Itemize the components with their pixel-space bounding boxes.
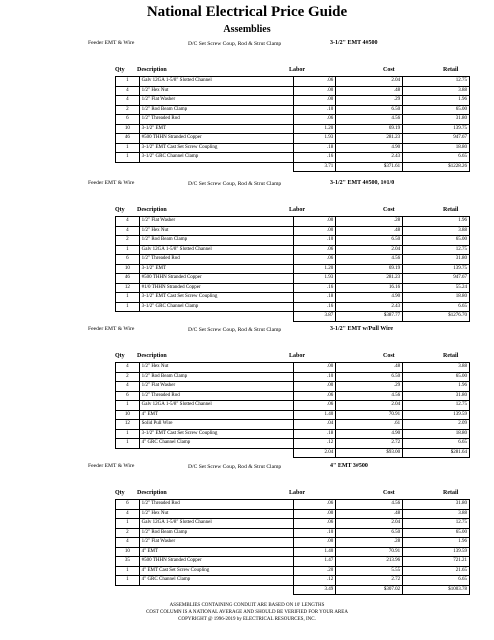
cost-cell: 4.90 (336, 293, 403, 303)
cost-cell: 281.23 (336, 134, 403, 144)
qty-cell: 4 (116, 226, 140, 236)
qty-cell: 1 (116, 566, 140, 576)
assembly-category: Feeder EMT & Wire (88, 326, 135, 332)
column-headers (115, 67, 470, 75)
description-cell: Solid Pull Wire (139, 420, 293, 430)
cost-cell: 2.72 (336, 439, 403, 449)
blank-cell (116, 585, 140, 595)
labor-cell: .00 (294, 96, 336, 106)
table-row (116, 283, 470, 293)
assembly-category: Feeder EMT & Wire (88, 463, 135, 469)
description-cell: 4" GRC Channel Clamp (139, 576, 293, 586)
qty-cell: 1 (116, 302, 140, 312)
table-row (116, 519, 470, 529)
description-cell: Galv 12GA 1-5/8" Slotted Channel (139, 245, 293, 255)
description-cell: 1/2" Hex Nut (139, 363, 293, 373)
qty-cell: 1 (116, 77, 140, 87)
table-row (116, 217, 470, 227)
labor-cell: .10 (294, 236, 336, 246)
col-cost: Cost (383, 353, 395, 359)
labor-cell: .00 (294, 538, 336, 548)
labor-cell: .06 (294, 391, 336, 401)
labor-cell: .06 (294, 255, 336, 265)
qty-cell: 1 (116, 153, 140, 163)
description-cell: 1/2" Hex Nut (139, 86, 293, 96)
description-cell: 4" EMT (139, 547, 293, 557)
col-cost: Cost (383, 207, 395, 213)
qty-cell: 6 (116, 115, 140, 125)
description-cell: 1/2" Rod Beam Clamp (139, 528, 293, 538)
cost-cell: 69.19 (336, 124, 403, 134)
qty-cell: 35 (116, 557, 140, 567)
table-row (116, 86, 470, 96)
col-cost: Cost (383, 67, 395, 73)
qty-cell: 4 (116, 382, 140, 392)
description-cell: 3-1/2" EMT (139, 264, 293, 274)
labor-cell: .10 (294, 372, 336, 382)
qty-cell: 1 (116, 143, 140, 153)
cost-cell: 213.96 (336, 557, 403, 567)
labor-cell: .06 (294, 500, 336, 510)
labor-cell: .10 (294, 528, 336, 538)
retail-cell: 55.24 (403, 283, 470, 293)
col-qty: Qty (115, 353, 125, 359)
description-cell: 3-1/2" GRC Channel Clamp (139, 153, 293, 163)
blank-cell (139, 312, 293, 322)
footer (0, 602, 494, 623)
qty-cell: 4 (116, 96, 140, 106)
total-retail: $1228.26 (403, 162, 470, 172)
cost-cell: .48 (336, 509, 403, 519)
retail-cell: 12.75 (403, 77, 470, 87)
cost-cell: .29 (336, 96, 403, 106)
retail-cell: 31.80 (403, 115, 470, 125)
cost-cell: .28 (336, 538, 403, 548)
table-row (116, 274, 470, 284)
total-row (116, 162, 470, 172)
labor-cell: .00 (294, 509, 336, 519)
table-row (116, 538, 470, 548)
description-cell: 1/2" Hex Nut (139, 226, 293, 236)
assembly-name: 3-1/2" EMT w/Pull Wire (330, 326, 394, 332)
retail-cell: 65.00 (403, 236, 470, 246)
description-cell: Galv 12GA 1-5/8" Slotted Channel (139, 401, 293, 411)
cost-cell: 4.56 (336, 500, 403, 510)
table-row (116, 124, 470, 134)
labor-cell: .20 (294, 566, 336, 576)
assembly-category: Feeder EMT & Wire (88, 40, 135, 46)
qty-cell: 6 (116, 500, 140, 510)
description-cell: 4" EMT (139, 410, 293, 420)
description-cell: 1/2" Threaded Rod (139, 500, 293, 510)
labor-cell: 1.47 (294, 557, 336, 567)
description-cell: 3-1/2" EMT (139, 124, 293, 134)
table-row (116, 547, 470, 557)
assembly-header (88, 326, 468, 352)
labor-cell: .18 (294, 143, 336, 153)
description-cell: Galv 12GA 1-5/8" Slotted Channel (139, 77, 293, 87)
labor-cell: .18 (294, 293, 336, 303)
cost-cell: 281.23 (336, 274, 403, 284)
footer-line: COPYRIGHT @ 1996-2019 by ELECTRICAL RESOURCES, INC. (178, 617, 316, 622)
table-row (116, 293, 470, 303)
table-row (116, 410, 470, 420)
qty-cell: 10 (116, 547, 140, 557)
qty-cell: 4 (116, 363, 140, 373)
labor-cell: 1.93 (294, 134, 336, 144)
retail-cell: 1.96 (403, 538, 470, 548)
cost-cell: .48 (336, 86, 403, 96)
description-cell: 3-1/2" EMT Cast Set Screw Coupling (139, 429, 293, 439)
labor-cell: .16 (294, 283, 336, 293)
labor-cell: .00 (294, 382, 336, 392)
labor-cell: .10 (294, 105, 336, 115)
description-cell: 1/2" Threaded Rod (139, 255, 293, 265)
qty-cell: 1 (116, 576, 140, 586)
retail-cell: 6.65 (403, 439, 470, 449)
retail-cell: 31.80 (403, 391, 470, 401)
table-row (116, 401, 470, 411)
retail-cell: 12.75 (403, 401, 470, 411)
description-cell: 1/2" Hex Nut (139, 509, 293, 519)
total-retail: $1276.70 (403, 312, 470, 322)
assembly-description: D/C Set Screw Coup, Rod & Strut Clamp (188, 327, 282, 333)
description-cell: Galv 12GA 1-5/8" Slotted Channel (139, 519, 293, 529)
col-qty: Qty (115, 490, 125, 496)
cost-cell: 2.43 (336, 153, 403, 163)
table-row (116, 566, 470, 576)
total-row (116, 312, 470, 322)
col-labor: Labor (289, 490, 306, 496)
assembly-name: 3-1/2" EMT 4#500, 1#1/0 (330, 180, 395, 186)
table-row (116, 105, 470, 115)
qty-cell: 4 (116, 217, 140, 227)
description-cell: 1/2" Rod Beam Clamp (139, 372, 293, 382)
qty-cell: 6 (116, 255, 140, 265)
col-retail: Retail (443, 490, 459, 496)
qty-cell: 2 (116, 105, 140, 115)
retail-cell: 12.75 (403, 519, 470, 529)
labor-cell: 1.40 (294, 410, 336, 420)
col-description: Description (137, 67, 167, 73)
table-row (116, 500, 470, 510)
total-labor: 2.04 (294, 448, 336, 458)
cost-cell: .28 (336, 217, 403, 227)
cost-cell: .48 (336, 363, 403, 373)
labor-cell: .06 (294, 245, 336, 255)
qty-cell: 46 (116, 134, 140, 144)
cost-cell: 2.04 (336, 519, 403, 529)
col-retail: Retail (443, 67, 459, 73)
total-labor: 3.49 (294, 585, 336, 595)
cost-cell: 2.04 (336, 77, 403, 87)
retail-cell: 3.88 (403, 363, 470, 373)
description-cell: #500 THHN Stranded Copper (139, 557, 293, 567)
retail-cell: 3.88 (403, 86, 470, 96)
cost-cell: .48 (336, 226, 403, 236)
qty-cell: 46 (116, 274, 140, 284)
total-retail: $281.64 (403, 448, 470, 458)
assembly-header (88, 463, 468, 489)
table-row (116, 226, 470, 236)
retail-cell: 139.75 (403, 124, 470, 134)
description-cell: #500 THHN Stranded Copper (139, 134, 293, 144)
retail-cell: 1.96 (403, 217, 470, 227)
table-row (116, 255, 470, 265)
table-row (116, 439, 470, 449)
qty-cell: 4 (116, 509, 140, 519)
col-labor: Labor (289, 67, 306, 73)
qty-cell: 1 (116, 401, 140, 411)
col-retail: Retail (443, 353, 459, 359)
col-description: Description (137, 490, 167, 496)
description-cell: 1/2" Threaded Rod (139, 391, 293, 401)
description-cell: 4" EMT Cast Set Screw Coupling (139, 566, 293, 576)
labor-cell: .00 (294, 226, 336, 236)
qty-cell: 12 (116, 420, 140, 430)
blank-cell (139, 448, 293, 458)
col-qty: Qty (115, 67, 125, 73)
retail-cell: 12.75 (403, 245, 470, 255)
retail-cell: 2.09 (403, 420, 470, 430)
retail-cell: 139.59 (403, 547, 470, 557)
cost-cell: 16.16 (336, 283, 403, 293)
labor-cell: .00 (294, 363, 336, 373)
labor-cell: .00 (294, 86, 336, 96)
labor-cell: .06 (294, 401, 336, 411)
qty-cell: 1 (116, 245, 140, 255)
assembly-description: D/C Set Screw Coup, Rod & Strut Clamp (188, 464, 282, 470)
cost-cell: 2.04 (336, 245, 403, 255)
total-cost: $307.02 (336, 585, 403, 595)
labor-cell: .00 (294, 217, 336, 227)
retail-cell: 65.00 (403, 372, 470, 382)
description-cell: 1/2" Flat Washer (139, 538, 293, 548)
assembly-header (88, 40, 468, 66)
retail-cell: 947.67 (403, 134, 470, 144)
table-row (116, 391, 470, 401)
labor-cell: .12 (294, 439, 336, 449)
retail-cell: 31.80 (403, 500, 470, 510)
table-row (116, 528, 470, 538)
cost-cell: 5.55 (336, 566, 403, 576)
description-cell: 3-1/2" GRC Channel Clamp (139, 302, 293, 312)
cost-cell: 6.50 (336, 372, 403, 382)
cost-cell: 70.91 (336, 410, 403, 420)
retail-cell: 721.21 (403, 557, 470, 567)
col-cost: Cost (383, 490, 395, 496)
cost-cell: 2.72 (336, 576, 403, 586)
table-row (116, 509, 470, 519)
qty-cell: 1 (116, 293, 140, 303)
qty-cell: 1 (116, 519, 140, 529)
blank-cell (116, 312, 140, 322)
labor-cell: 1.20 (294, 124, 336, 134)
blank-cell (139, 162, 293, 172)
retail-cell: 31.80 (403, 255, 470, 265)
retail-cell: 947.67 (403, 274, 470, 284)
assembly-name: 4" EMT 3#500 (330, 463, 368, 469)
retail-cell: 18.80 (403, 143, 470, 153)
blank-cell (116, 162, 140, 172)
qty-cell: 2 (116, 372, 140, 382)
table-row (116, 264, 470, 274)
description-cell: #500 THHN Stranded Copper (139, 274, 293, 284)
table-row (116, 143, 470, 153)
qty-cell: 4 (116, 86, 140, 96)
qty-cell: 12 (116, 283, 140, 293)
blank-cell (139, 585, 293, 595)
retail-cell: 65.00 (403, 105, 470, 115)
retail-cell: 6.65 (403, 153, 470, 163)
description-cell: 4" GRC Channel Clamp (139, 439, 293, 449)
page-subtitle: Assemblies (223, 24, 271, 35)
qty-cell: 10 (116, 410, 140, 420)
table-row (116, 429, 470, 439)
qty-cell: 4 (116, 538, 140, 548)
description-cell: #1/0 THHN Stranded Copper (139, 283, 293, 293)
labor-cell: 1.40 (294, 547, 336, 557)
labor-cell: .12 (294, 576, 336, 586)
table-row (116, 245, 470, 255)
retail-cell: 21.65 (403, 566, 470, 576)
table-row (116, 77, 470, 87)
assembly-description: D/C Set Screw Coup, Rod & Strut Clamp (188, 181, 282, 187)
cost-cell: 6.50 (336, 236, 403, 246)
description-cell: 1/2" Rod Beam Clamp (139, 105, 293, 115)
cost-cell: 70.91 (336, 547, 403, 557)
qty-cell: 2 (116, 236, 140, 246)
qty-cell: 6 (116, 391, 140, 401)
footer-line: COST COLUMN IS A NATIONAL AVERAGE AND SHOULD BE VERIFIED FOR YOUR AREA (146, 610, 348, 615)
retail-cell: 18.80 (403, 429, 470, 439)
description-cell: 1/2" Flat Washer (139, 96, 293, 106)
retail-cell: 139.75 (403, 264, 470, 274)
items-table (115, 499, 470, 595)
labor-cell: 1.93 (294, 274, 336, 284)
retail-cell: 3.88 (403, 509, 470, 519)
total-labor: 3.71 (294, 162, 336, 172)
col-description: Description (137, 353, 167, 359)
cost-cell: .61 (336, 420, 403, 430)
column-headers (115, 353, 470, 361)
retail-cell: 1.96 (403, 96, 470, 106)
col-labor: Labor (289, 353, 306, 359)
qty-cell: 1 (116, 439, 140, 449)
col-qty: Qty (115, 207, 125, 213)
table-row (116, 236, 470, 246)
assembly-category: Feeder EMT & Wire (88, 180, 135, 186)
blank-cell (116, 448, 140, 458)
table-row (116, 382, 470, 392)
retail-cell: 65.00 (403, 528, 470, 538)
cost-cell: 6.50 (336, 528, 403, 538)
retail-cell: 139.59 (403, 410, 470, 420)
table-row (116, 134, 470, 144)
labor-cell: .06 (294, 115, 336, 125)
cost-cell: 6.50 (336, 105, 403, 115)
cost-cell: 4.56 (336, 255, 403, 265)
table-row (116, 576, 470, 586)
total-cost: $387.77 (336, 312, 403, 322)
cost-cell: .29 (336, 382, 403, 392)
total-row (116, 585, 470, 595)
retail-cell: 6.65 (403, 576, 470, 586)
table-row (116, 115, 470, 125)
labor-cell: 1.20 (294, 264, 336, 274)
table-row (116, 363, 470, 373)
qty-cell: 1 (116, 429, 140, 439)
retail-cell: 6.65 (403, 302, 470, 312)
total-retail: $1003.78 (403, 585, 470, 595)
cost-cell: 4.56 (336, 391, 403, 401)
col-retail: Retail (443, 207, 459, 213)
cost-cell: 2.04 (336, 401, 403, 411)
items-table (115, 76, 470, 172)
assembly-header (88, 180, 468, 206)
qty-cell: 2 (116, 528, 140, 538)
assembly-description: D/C Set Screw Coup, Rod & Strut Clamp (188, 41, 282, 47)
cost-cell: 4.56 (336, 115, 403, 125)
description-cell: 1/2" Flat Washer (139, 382, 293, 392)
labor-cell: .16 (294, 302, 336, 312)
cost-cell: 2.43 (336, 302, 403, 312)
table-row (116, 302, 470, 312)
table-row (116, 420, 470, 430)
description-cell: 3-1/2" EMT Cast Set Screw Coupling (139, 143, 293, 153)
table-row (116, 557, 470, 567)
cost-cell: 69.19 (336, 264, 403, 274)
column-headers (115, 207, 470, 215)
assembly-name: 3-1/2" EMT 4#500 (330, 40, 378, 46)
cost-cell: 4.90 (336, 143, 403, 153)
description-cell: 1/2" Rod Beam Clamp (139, 236, 293, 246)
total-labor: 3.87 (294, 312, 336, 322)
labor-cell: .06 (294, 519, 336, 529)
labor-cell: .18 (294, 429, 336, 439)
description-cell: 1/2" Threaded Rod (139, 115, 293, 125)
description-cell: 3-1/2" EMT Cast Set Screw Coupling (139, 293, 293, 303)
items-table (115, 216, 470, 322)
labor-cell: .04 (294, 420, 336, 430)
description-cell: 1/2" Flat Washer (139, 217, 293, 227)
table-row (116, 153, 470, 163)
retail-cell: 18.80 (403, 293, 470, 303)
page-title: National Electrical Price Guide (146, 4, 348, 20)
footer-line: ASSEMBLIES CONTAINING CONDUIT ARE BASED ON 10' LENGTHS (169, 603, 325, 608)
qty-cell: 10 (116, 264, 140, 274)
total-row (116, 448, 470, 458)
table-row (116, 96, 470, 106)
col-description: Description (137, 207, 167, 213)
retail-cell: 3.88 (403, 226, 470, 236)
total-cost: $93.00 (336, 448, 403, 458)
table-row (116, 372, 470, 382)
column-headers (115, 490, 470, 498)
cost-cell: 4.90 (336, 429, 403, 439)
retail-cell: 1.96 (403, 382, 470, 392)
total-cost: $371.61 (336, 162, 403, 172)
qty-cell: 10 (116, 124, 140, 134)
labor-cell: .06 (294, 77, 336, 87)
items-table (115, 362, 470, 458)
labor-cell: .16 (294, 153, 336, 163)
col-labor: Labor (289, 207, 306, 213)
